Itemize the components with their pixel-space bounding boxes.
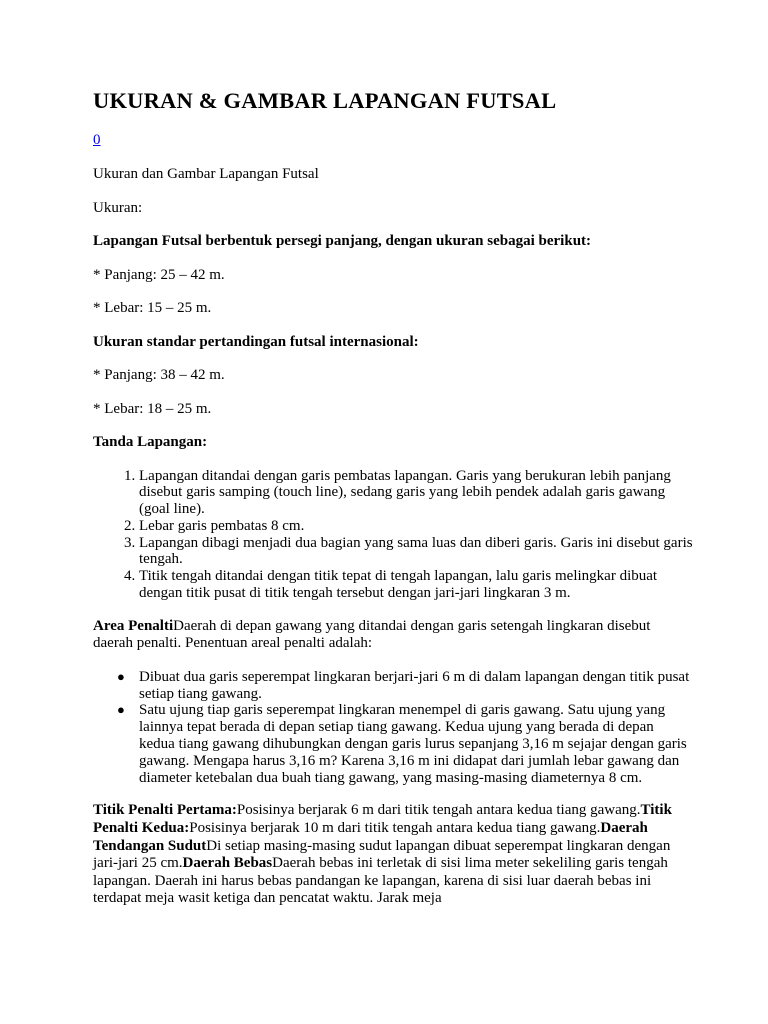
comment-count-link[interactable]: 0 <box>93 132 101 148</box>
list-item: 1. Lapangan ditandai dengan garis pembatas lapangan. Garis yang berukuran lebih panjang disebut garis samping (touch line), sedang garis yang lebih pendek adalah garis gawang (goal line). <box>139 468 693 518</box>
subtitle: Ukuran dan Gambar Lapangan Futsal <box>93 166 319 182</box>
list-item-text: Dibuat dua garis seperempat lingkaran berjari-jari 6 m di dalam lapangan dengan titik pusat setiap tiang gawang. <box>139 668 690 702</box>
titik-penalti-kedua-text: Posisinya berjarak 10 m dari titik tengah antara kedua tiang gawang. <box>189 820 601 837</box>
daerah-bebas-term: Daerah Bebas <box>182 855 273 872</box>
titik-penalti-pertama-text: Posisinya berjarak 6 m dari titik tengah antara kedua tiang gawang. <box>236 802 641 819</box>
section2-item-lebar: * Lebar: 18 – 25 m. <box>93 400 212 417</box>
area-penalti-text: Daerah di depan gawang yang ditandai dengan garis setengah lingkaran disebut daerah penalti. Penentuan areal penalti adalah: <box>93 617 651 652</box>
section2-item-panjang: * Panjang: 38 – 42 m. <box>93 367 225 383</box>
daerah-tendangan-sudut-term: Daerah Tendangan Sudut <box>93 820 648 854</box>
titik-penalti-kedua-term: Titik Penalti Kedua: <box>93 802 672 837</box>
list-item: 4. Titik tengah ditandai dengan titik tepat di tengah lapangan, lalu garis melingkar dibuat dengan titik pusat di titik tengah tersebut dengan jari-jari lingkaran 3 m. <box>139 568 693 602</box>
section1-heading: Lapangan Futsal berbentuk persegi panjang, dengan ukuran sebagai berikut: <box>93 233 592 249</box>
bullet-icon: ● <box>117 702 125 718</box>
bullet-icon: ● <box>117 668 125 684</box>
ukuran-label: Ukuran: <box>93 199 143 216</box>
penalti-list <box>93 669 693 787</box>
list-item <box>117 668 693 703</box>
list-item: 2. Lebar garis pembatas 8 cm. <box>139 518 693 535</box>
list-item-text: Satu ujung tiap garis seperempat lingkaran menempel di garis gawang. Satu ujung yang lainnya tepat berada di depan setiap tiang gawang. Kedua ujung yang berada di depan kedua tiang gawang dihubungkan dengan garis lurus sepanjang 3,16 m sejajar dengan garis gawang. Mengapa harus 3,16 m? Karena 3,16 m ini didapat dari jumlah lebar gawang dan diameter ketebalan dua buah tiang gawang, yang masing-masing diameternya 8 cm. <box>139 702 687 786</box>
article <box>93 86 693 908</box>
final-paragraph <box>93 802 693 908</box>
section1-item-panjang: * Panjang: 25 – 42 m. <box>93 266 225 283</box>
section2-heading: Ukuran standar pertandingan futsal internasional: <box>93 333 419 350</box>
titik-penalti-pertama-term: Titik Penalti Pertama: <box>93 802 237 819</box>
area-penalti-term: Area Penalti <box>93 617 174 634</box>
area-penalti-paragraph <box>93 618 693 653</box>
tanda-list <box>93 468 693 602</box>
daerah-tendangan-sudut-text: Di setiap masing-masing sudut lapangan dibuat seperempat lingkaran dengan jari-jari 25 cm. <box>93 837 671 872</box>
page-title: UKURAN & GAMBAR LAPANGAN FUTSAL <box>93 88 557 113</box>
list-item: 3. Lapangan dibagi menjadi dua bagian yang sama luas dan diberi garis. Garis ini disebut garis tengah. <box>139 535 693 569</box>
daerah-bebas-text: Daerah bebas ini terletak di sisi lima meter sekeliling garis tengah lapangan. Daerah ini harus bebas pandangan ke lapangan, karena di sisi luar daerah bebas ini terdapat meja wasit ketiga dan pencatat waktu. Jarak meja <box>93 855 668 907</box>
section1-item-lebar: * Lebar: 15 – 25 m. <box>93 300 212 316</box>
list-item <box>117 702 693 786</box>
tanda-heading: Tanda Lapangan: <box>93 434 208 450</box>
